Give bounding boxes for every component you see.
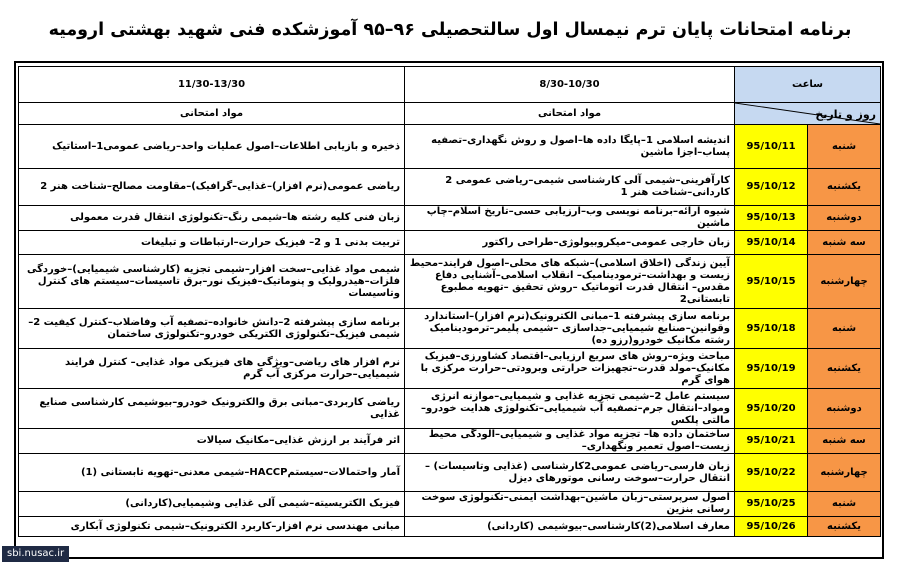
slot2-subjects: شیمی مواد غذایی–سخت افزار–شیمی تجزیه (کارشناسی شیمیایی)–خوردگی فلزات–هیدرولیک و پنوماتیک–فیزیک نور–برق تاسیسات–سیستم های کنترل وتاسیسات (19, 255, 405, 309)
page-title: برنامه امتحانات پایان ترم نیمسال اول سالتحصیلی ۹۶–۹۵ آموزشکده فنی شهید بهشتی ارومیه (48, 20, 852, 40)
slot2-subjects: برنامه سازی پیشرفته 2–دانش خانواده–تصفیه آب وفاضلاب–کنترل کیفیت 2–شیمی فیزیک–تکنولوژی الکتریکی خودرو–تکنولوژی ساختمان (19, 309, 405, 349)
day-cell: سه شنبه (808, 429, 881, 454)
day-cell: شنبه (808, 309, 881, 349)
slot1-subjects: اندیشه اسلامی 1–پایگا داده ها–اصول و روش نگهداری–تصفیه پساب–اجزا ماشین (405, 125, 735, 169)
table-row (19, 429, 881, 454)
table-row (19, 349, 881, 389)
slot1-subjects: مباحث ویژه–روش های سریع ارزیابی–اقتصاد کشاورزی–فیزیک مکانیک–مولد قدرت–تجهیزات حرارتی وبرودتی–حرارت مرکزی با هوای گرم (405, 349, 735, 389)
slot2-subjects: اثر فرآیند بر ارزش غذایی–مکانیک سیالات (19, 429, 405, 454)
day-cell: شنبه (808, 125, 881, 169)
slot2-subjects: فیزیک الکتریسیته–شیمی آلی غذایی وشیمیایی(کاردانی) (19, 492, 405, 517)
corner-cell (735, 103, 881, 125)
header-row-time (19, 67, 881, 103)
slot2-subjects: ذخیره و بازیابی اطلاعات–اصول عملیات واحد–ریاضی عمومی1–استاتیک (19, 125, 405, 169)
corner-label: روز و تاریخ (815, 108, 877, 121)
date-cell: 95/10/25 (735, 492, 808, 517)
day-cell: یکشنبه (808, 349, 881, 389)
table-row (19, 492, 881, 517)
slot2-subjects: ریاضی کاربردی–مبانی برق والکترونیک خودرو–بیوشیمی کارشناسی صنایع غذایی (19, 389, 405, 429)
table-row (19, 309, 881, 349)
day-cell: چهارشنبه (808, 255, 881, 309)
date-cell: 95/10/20 (735, 389, 808, 429)
slot1-subjects: ساختمان داده ها– تجزیه مواد غذایی و شیمیایی–آلودگی محیط زیست–اصول تعمیر ونگهداری– (405, 429, 735, 454)
slot2-subjects: زبان فنی کلیه رشته ها–شیمی رنگ–تکنولوژی انتقال قدرت معمولی (19, 206, 405, 231)
slot1-subjects: اصول سرپرستی–زبان ماشین–بهداشت ایمنی–تکنولوژی سوخت رسانی بنزین (405, 492, 735, 517)
slot1-subjects: برنامه سازی پیشرفته 1–مبانی الکترونیک(نرم افزار)–استاندارد وقوانین–صنایع شیمیایی–جداسازی –شیمی پلیمر–ترمودینامیک رشته مکانیک خودرو(رزو ده) (405, 309, 735, 349)
slot2-subjects: ریاضی عمومی(نرم افزار)–غذایی–گرافیک)–مقاومت مصالح–شناخت هنر 2 (19, 169, 405, 206)
slot1-subjects: آیین زندگی (اخلاق اسلامی)–شبکه های محلی–اصول فرایند–محیط زیست و بهداشت–ترمودینامیک– انقلاب اسلامی–آشنایی دفاع مقدس– انتقال قدرت اتوماتیک –روش تحقیق –تهویه مطبوع تابستانی2 (405, 255, 735, 309)
day-cell: سه شنبه (808, 231, 881, 255)
slot1-time: 8/30-10/30 (405, 67, 735, 103)
slot2-time: 11/30-13/30 (19, 67, 405, 103)
date-cell: 95/10/15 (735, 255, 808, 309)
slot1-subjects: سیستم عامل 2–شیمی تجزیه غذایی و شیمیایی–موازنه انرژی ومواد–انتقال جرم–تصفیه آب شیمیایی–تکنولوژی هدایت خودرو–مالتی پلکس (405, 389, 735, 429)
table-row (19, 125, 881, 169)
slot1-subjects: شیوه ارائه–برنامه نویسی وب–ارزیابی حسی–تاریخ اسلام–چاپ ماشین (405, 206, 735, 231)
exam-schedule-table (18, 66, 881, 537)
table-row (19, 454, 881, 492)
day-cell: چهارشنبه (808, 454, 881, 492)
slot2-subjects: مبانی مهندسی نرم افزار–کاربرد الکترونیک–شیمی تکنولوژی آبکاری (19, 517, 405, 537)
slot2-subjects: تربیت بدنی 1 و 2– فیزیک حرارت–ارتباطات و تبلیغات (19, 231, 405, 255)
slot2-subjects-label: مواد امتحانی (19, 103, 405, 125)
header-row-subjects (19, 103, 881, 125)
slot1-subjects-label: مواد امتحانی (405, 103, 735, 125)
site-watermark: sbi.nusac.ir (2, 546, 69, 562)
table-row (19, 389, 881, 429)
table-row (19, 517, 881, 537)
day-cell: شنبه (808, 492, 881, 517)
table-row (19, 255, 881, 309)
date-cell: 95/10/21 (735, 429, 808, 454)
date-cell: 95/10/26 (735, 517, 808, 537)
date-cell: 95/10/14 (735, 231, 808, 255)
slot1-subjects: زبان فارسی–ریاضی عمومی2کارشناسی (غذایی وتاسیسات) –انتقال حرارت–سوخت رسانی موتورهای دیزل (405, 454, 735, 492)
table-row (19, 231, 881, 255)
date-cell: 95/10/11 (735, 125, 808, 169)
date-cell: 95/10/12 (735, 169, 808, 206)
date-cell: 95/10/13 (735, 206, 808, 231)
slot2-subjects: آمار واحتمالات–سیستمHACCP–شیمی معدنی–تهویه تابستانی (1) (19, 454, 405, 492)
day-cell: دوشنبه (808, 206, 881, 231)
table-row (19, 169, 881, 206)
table-row (19, 206, 881, 231)
slot1-subjects: کارآفرینی–شیمی آلی کارشناسی شیمی–ریاضی عمومی 2 کاردانی–شناخت هنر 1 (405, 169, 735, 206)
slot1-subjects: معارف اسلامی(2)کارشناسی–بیوشیمی (کاردانی) (405, 517, 735, 537)
date-cell: 95/10/18 (735, 309, 808, 349)
day-cell: یکشنبه (808, 517, 881, 537)
date-cell: 95/10/19 (735, 349, 808, 389)
time-header: ساعت (735, 67, 881, 103)
slot1-subjects: زبان خارجی عمومی–میکروبیولوژی–طراحی راکتور (405, 231, 735, 255)
date-cell: 95/10/22 (735, 454, 808, 492)
slot2-subjects: نرم افزار های ریاضی–ویژگی های فیزیکی مواد غذایی– کنترل فرایند شیمیایی–حرارت مرکزی آب گرم (19, 349, 405, 389)
day-cell: دوشنبه (808, 389, 881, 429)
day-cell: یکشنبه (808, 169, 881, 206)
